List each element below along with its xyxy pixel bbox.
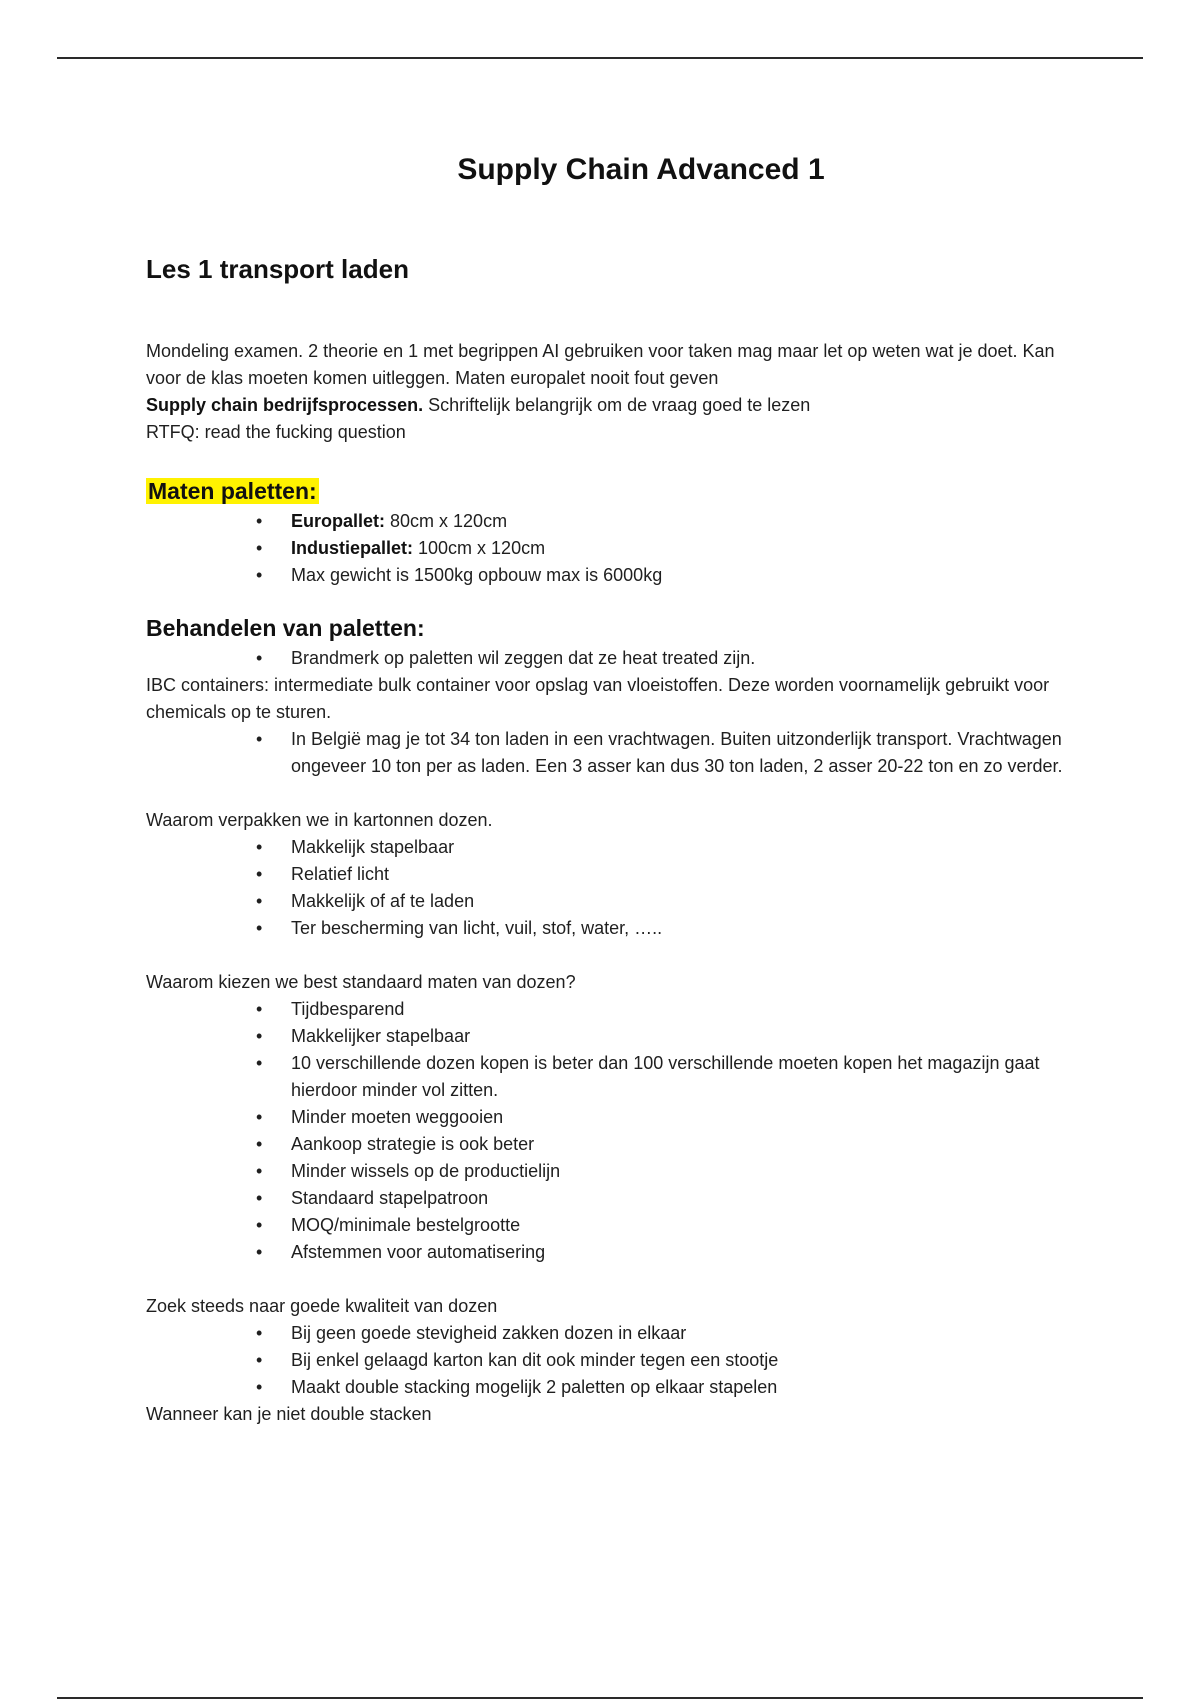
pallet-sizes-list — [146, 508, 1076, 589]
box-quality-statement: Zoek steeds naar goede kwaliteit van dozen — [146, 1296, 498, 1316]
list-item — [146, 562, 1076, 589]
list-item — [146, 1050, 1076, 1104]
bullet-icon: • — [256, 918, 263, 938]
item-text: MOQ/minimale bestelgrootte — [291, 1215, 521, 1235]
item-text: Ter bescherming van licht, vuil, stof, water, ….. — [291, 918, 663, 938]
list-item — [146, 1104, 1076, 1131]
section-pallet-sizes — [146, 474, 1076, 589]
list-item — [146, 1374, 1076, 1401]
list-item — [146, 726, 1076, 780]
item-text: 80cm x 120cm — [385, 511, 508, 531]
bullet-icon: • — [256, 1161, 263, 1181]
intro-paragraph — [146, 338, 1076, 446]
item-text: Tijdbesparend — [291, 999, 405, 1019]
list-item — [146, 996, 1076, 1023]
pallet-handling-heading: Behandelen van paletten: — [146, 615, 425, 641]
bullet-icon: • — [256, 565, 263, 585]
item-text: Makkelijk stapelbaar — [291, 837, 455, 857]
list-item — [146, 1347, 1076, 1374]
intro-line-processes — [146, 392, 1076, 419]
highlighted-heading-text: Maten paletten: — [148, 478, 317, 504]
bottom-rule — [57, 1697, 1143, 1699]
item-bold-label: Europallet: — [291, 511, 386, 531]
intro-line-rest: Schriftelijk belangrijk om de vraag goed te lezen — [423, 395, 811, 415]
list-item — [146, 645, 1076, 672]
bullet-icon: • — [256, 1377, 263, 1397]
list-item — [146, 1158, 1076, 1185]
list-item — [146, 834, 1076, 861]
bullet-icon: • — [256, 1107, 263, 1127]
section-pallet-handling — [146, 611, 1076, 780]
standard-sizes-list — [146, 996, 1076, 1266]
list-item — [146, 1239, 1076, 1266]
bullet-icon: • — [256, 1215, 263, 1235]
intro-line-rtfq: RTFQ: read the fucking question — [146, 422, 406, 442]
list-item — [146, 861, 1076, 888]
bullet-icon: • — [256, 1323, 263, 1343]
item-text: Brandmerk op paletten wil zeggen dat ze heat treated zijn. — [291, 648, 756, 668]
item-text: Minder wissels op de productielijn — [291, 1161, 561, 1181]
cardboard-question: Waarom verpakken we in kartonnen dozen. — [146, 810, 493, 830]
pallet-sizes-heading — [146, 474, 1076, 508]
handling-list-2 — [146, 726, 1076, 780]
bullet-icon: • — [256, 538, 263, 558]
intro-bold-lead: Supply chain bedrijfsprocessen. — [146, 395, 424, 415]
bullet-icon: • — [256, 1188, 263, 1208]
item-text: Relatief licht — [291, 864, 390, 884]
item-text: 100cm x 120cm — [413, 538, 546, 558]
handling-list-1 — [146, 645, 1076, 672]
item-text: Max gewicht is 1500kg opbouw max is 6000kg — [291, 565, 663, 585]
bullet-icon: • — [256, 837, 263, 857]
section-cardboard-boxes — [146, 807, 1076, 942]
bullet-icon: • — [256, 999, 263, 1019]
section-box-quality — [146, 1293, 1076, 1401]
lesson-heading: Les 1 transport laden — [146, 254, 409, 284]
item-text: Maakt double stacking mogelijk 2 paletten op elkaar stapelen — [291, 1377, 778, 1397]
list-item — [146, 915, 1076, 942]
item-bold-label: Industiepallet: — [291, 538, 414, 558]
item-text: Afstemmen voor automatisering — [291, 1242, 546, 1262]
document-title: Supply Chain Advanced 1 — [457, 153, 825, 186]
list-item — [146, 1320, 1076, 1347]
list-item — [146, 1023, 1076, 1050]
item-text: Standaard stapelpatroon — [291, 1188, 489, 1208]
cardboard-list — [146, 834, 1076, 942]
list-item — [146, 1212, 1076, 1239]
item-text: Makkelijk of af te laden — [291, 891, 475, 911]
bullet-icon: • — [256, 1134, 263, 1154]
list-item — [146, 1131, 1076, 1158]
list-item — [146, 888, 1076, 915]
item-text: Bij enkel gelaagd karton kan dit ook minder tegen een stootje — [291, 1350, 779, 1370]
item-text: Minder moeten weggooien — [291, 1107, 504, 1127]
bullet-icon: • — [256, 511, 263, 531]
bullet-icon: • — [256, 1242, 263, 1262]
box-quality-list — [146, 1320, 1076, 1401]
item-text: 10 verschillende dozen kopen is beter dan 100 verschillende moeten kopen het magazijn gaat hierdoor minder vol zitten. — [291, 1053, 1040, 1100]
bullet-icon: • — [256, 1350, 263, 1370]
intro-line-exam: Mondeling examen. 2 theorie en 1 met begrippen AI gebruiken voor taken mag maar let op weten wat je doet. Kan voor de klas moeten komen uitleggen. Maten europalet nooit fout geven — [146, 341, 1055, 388]
ibc-paragraph: IBC containers: intermediate bulk container voor opslag van vloeistoffen. Deze worden voornamelijk gebruikt voor chemicals op te sturen. — [146, 675, 1050, 722]
list-item — [146, 535, 1076, 562]
bullet-icon: • — [256, 1026, 263, 1046]
standard-sizes-question: Waarom kiezen we best standaard maten van dozen? — [146, 972, 576, 992]
item-text: Aankoop strategie is ook beter — [291, 1134, 535, 1154]
item-text: Bij geen goede stevigheid zakken dozen in elkaar — [291, 1323, 687, 1343]
section-standard-sizes — [146, 969, 1076, 1266]
bullet-icon: • — [256, 864, 263, 884]
list-item — [146, 1185, 1076, 1212]
document-body — [146, 140, 1076, 1428]
bullet-icon: • — [256, 729, 263, 749]
item-text: In België mag je tot 34 ton laden in een vrachtwagen. Buiten uitzonderlijk transport. Vrachtwagen ongeveer 10 ton per as laden. Een 3 asser kan dus 30 ton laden, 2 asser 20-22 ton en zo verder. — [291, 729, 1063, 776]
bullet-icon: • — [256, 648, 263, 668]
list-item — [146, 508, 1076, 535]
closing-question: Wanneer kan je niet double stacken — [146, 1404, 432, 1424]
item-text: Makkelijker stapelbaar — [291, 1026, 471, 1046]
top-rule — [57, 57, 1143, 59]
bullet-icon: • — [256, 891, 263, 911]
bullet-icon: • — [256, 1053, 263, 1073]
